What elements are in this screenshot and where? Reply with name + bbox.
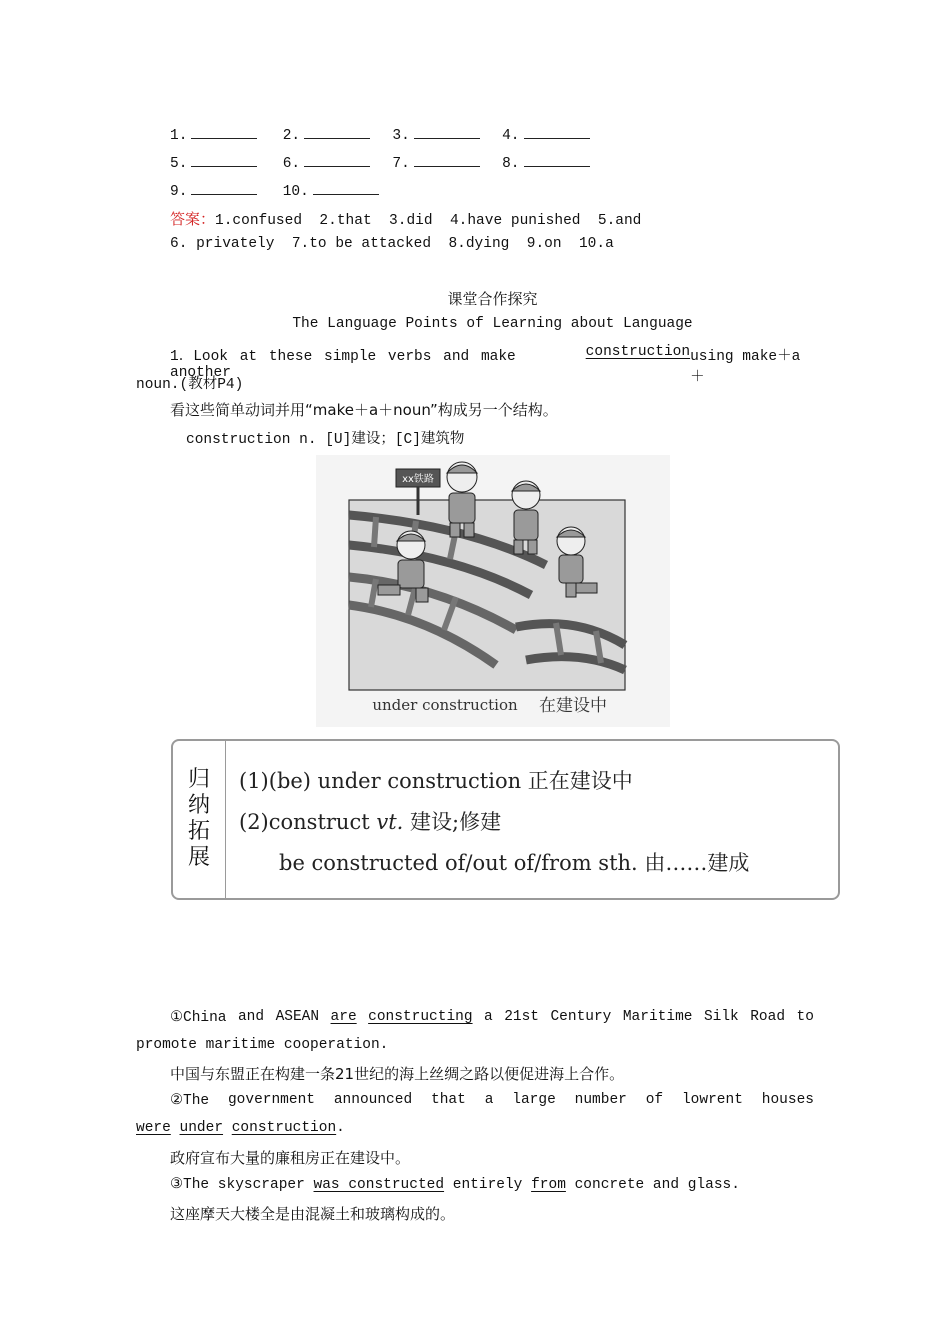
answer-blank[interactable] [304,152,370,167]
blank-row-2: 5. 6. 7. 8. [170,152,603,172]
answer-blank[interactable] [414,124,480,139]
point1-translation: 看这些简单动词并用“make＋a＋noun”构成另一个结构。 [170,401,558,419]
summary-side-label: 归 纳 拓 展 [173,741,226,898]
point1-line2: noun.(教材P4) [136,377,244,393]
answer-line-1: 答案：1.confused 2.that 3.did 4.have punished 5.and [170,210,642,229]
example-2-line-2: were under construction. [136,1120,345,1136]
caption-en: under construction [372,696,518,714]
blank-row-3: 9. 10. [170,180,384,200]
answer-blank[interactable] [414,152,480,167]
answer-blank[interactable] [524,124,590,139]
answer-blank[interactable] [191,124,257,139]
point1-line1: 1．Look at these simple verbs and make another construction using make＋a＋ [170,344,801,386]
section-title: 课堂合作探究 [447,290,538,308]
sign-text: xx铁路 [402,474,434,485]
example-1-line-1: ①China and ASEAN are constructing a 21st Century Maritime Silk Road to [170,1009,814,1026]
answer-blank[interactable] [191,152,257,167]
answer-line-2: 6. privately 7.to be attacked 8.dying 9.on 10.a [170,236,614,252]
railway-workers-image [316,455,670,727]
point1-vocab: construction n. [U]建设；[C]建筑物 [186,432,465,448]
example-2-translation: 政府宣布大量的廉租房正在建设中。 [170,1149,411,1167]
example-3-line: ③The skyscraper was constructed entirely from concrete and glass. [170,1177,740,1193]
summary-row-1: (1)(be) under construction 正在建设中 [239,769,633,793]
example-1-translation: 中国与东盟正在构建一条21世纪的海上丝绸之路以便促进海上合作。 [170,1065,625,1083]
answer-label: 答案： [170,210,216,228]
blank-row-1: 1. 2. 3. 4. [170,124,603,144]
answer-blank[interactable] [524,152,590,167]
example-2-line-1: ②The government announced that a large number of lowrent houses [170,1092,814,1109]
construction-illustration [316,455,670,727]
section-subtitle: The Language Points of Learning about Language [292,316,693,332]
summary-row-3: be constructed of/out of/from sth. 由……建成 [279,851,750,875]
example-1-line-2: promote maritime cooperation. [136,1037,389,1053]
summary-box [171,739,840,900]
caption-cn: 在建设中 [539,696,607,716]
answer-blank[interactable] [304,124,370,139]
answer-blank[interactable] [313,180,379,195]
summary-row-2: (2)construct vt. 建设;修建 [239,810,502,834]
example-3-translation: 这座摩天大楼全是由混凝土和玻璃构成的。 [170,1205,456,1223]
answer-blank[interactable] [191,180,257,195]
